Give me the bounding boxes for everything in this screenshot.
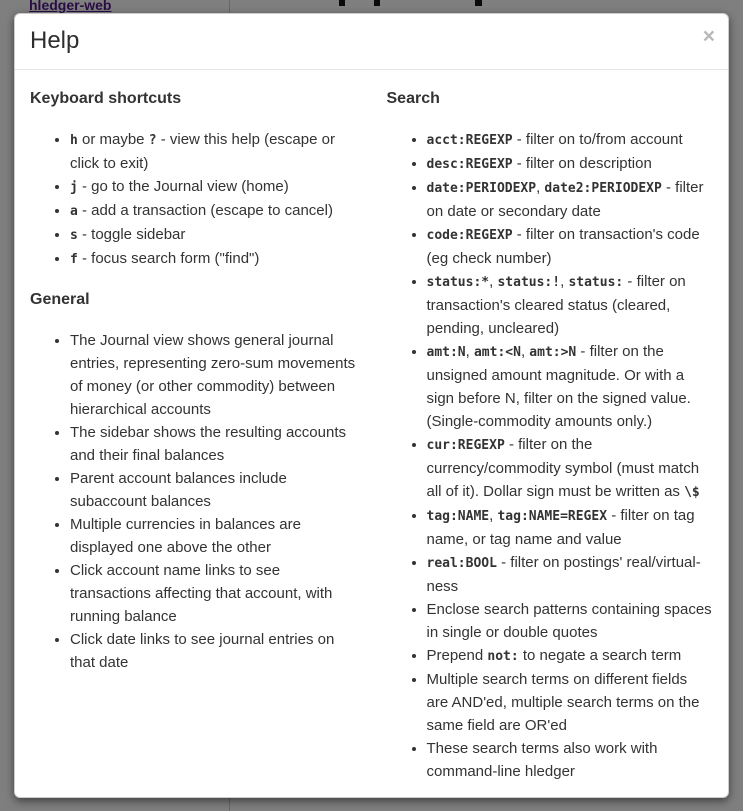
text-run: - filter on to/from account [512,131,683,148]
list-item [70,628,357,674]
code-term: amt:<N [473,345,521,360]
code-term: j [70,180,78,195]
text-run: These search terms also work with command-line hledger [426,740,658,780]
code-term: a [70,204,78,219]
code-term: status:* [426,275,490,290]
code-term: acct:REGEXP [426,133,513,148]
section-heading: General [30,291,90,308]
text-run: , [465,343,474,360]
text-run: Enclose search patterns containing spaces in single or double quotes [426,601,712,641]
list-item [427,270,714,340]
list-item [70,421,357,467]
list-item [427,551,714,598]
help-list [387,128,714,783]
text-run: - focus search form ("find") [77,250,260,267]
list-item [70,559,357,628]
list-item [427,668,714,737]
text-run: - filter on description [512,155,652,172]
list-item [427,223,714,270]
text-run: - filter on transaction's code (eg check number) [426,226,700,267]
text-run: - view this help (escape or click to exit) [70,131,335,172]
list-item [70,128,357,175]
code-term: amt:N [426,345,466,360]
list-item [427,598,714,644]
text-run: Click date links to see journal entries on that date [70,631,335,671]
text-run: Prepend [426,647,488,664]
code-term: \$ [684,485,700,500]
code-term: date2:PERIODEXP [544,181,662,196]
code-term: ? [148,133,157,148]
text-run: - go to the Journal view (home) [77,178,289,195]
help-list [30,128,357,271]
help-list [30,329,357,674]
code-term: desc:REGEXP [426,157,513,172]
list-item [70,513,357,559]
code-term: not: [487,649,519,664]
list-item [70,175,357,199]
modal-header [15,14,728,70]
list-item [70,199,357,223]
code-term: s [70,228,78,243]
section-heading: Search [386,90,440,107]
text-run: The sidebar shows the resulting accounts and their final balances [70,424,346,464]
text-run: - filter on the currency/commodity symbol (must match all of it). Dollar sign must be written as [426,436,700,500]
text-run: , [489,273,498,290]
text-run: - filter on the unsigned amount magnitude. Or with a sign before N, filter on the signed value. (Single-commodity amounts only.) [426,343,691,430]
right-column [387,90,714,798]
text-run: - filter on transaction's cleared status (cleared, pending, uncleared) [426,273,686,337]
code-term: real:BOOL [426,556,497,571]
list-item [427,152,714,176]
text-run: or maybe [77,131,149,148]
text-run: , [489,507,498,524]
text-run: - add a transaction (escape to cancel) [77,202,333,219]
code-term: cur:REGEXP [426,438,505,453]
code-term: tag:NAME [426,509,490,524]
text-run: The Journal view shows general journal entries, representing zero-sum movements of money (or other commodity) between hierarchical accounts [70,332,356,418]
list-item [427,128,714,152]
left-column [30,90,357,798]
text-run: to negate a search term [518,647,682,664]
text-run: Parent account balances include subaccount balances [70,470,287,510]
list-item [427,504,714,551]
text-run: , [560,273,569,290]
list-item [427,433,714,504]
code-term: status: [568,275,624,290]
list-item [427,176,714,223]
text-run: - filter on tag name, or tag name and value [426,507,695,548]
list-item [70,329,357,421]
list-item [427,737,714,783]
text-run: Click account name links to see transactions affecting that account, with running balance [70,562,333,625]
text-run: , [536,179,545,196]
text-run: Multiple currencies in balances are displayed one above the other [70,516,301,556]
list-item [427,340,714,433]
text-run: , [520,343,530,360]
close-icon[interactable]: × [702,25,715,48]
code-term: date:PERIODEXP [426,181,537,196]
list-item [70,247,357,271]
modal-body [15,70,728,798]
code-term: tag:NAME=REGEX [497,509,608,524]
code-term: amt:>N [529,345,577,360]
text-run: Multiple search terms on different fields are AND'ed, multiple search terms on the same field are OR'ed [426,671,700,734]
text-run: - filter on postings' real/virtual-ness [426,554,701,595]
list-item [427,644,714,668]
code-term: status:! [497,275,561,290]
list-item [70,467,357,513]
help-modal [14,13,729,798]
code-term: f [70,252,78,267]
text-run: - filter on date or secondary date [426,179,704,220]
modal-title: Help [30,27,80,54]
code-term: h [70,133,78,148]
section-heading: Keyboard shortcuts [30,90,182,107]
list-item [70,223,357,247]
text-run: - toggle sidebar [77,226,186,243]
code-term: code:REGEXP [426,228,513,243]
